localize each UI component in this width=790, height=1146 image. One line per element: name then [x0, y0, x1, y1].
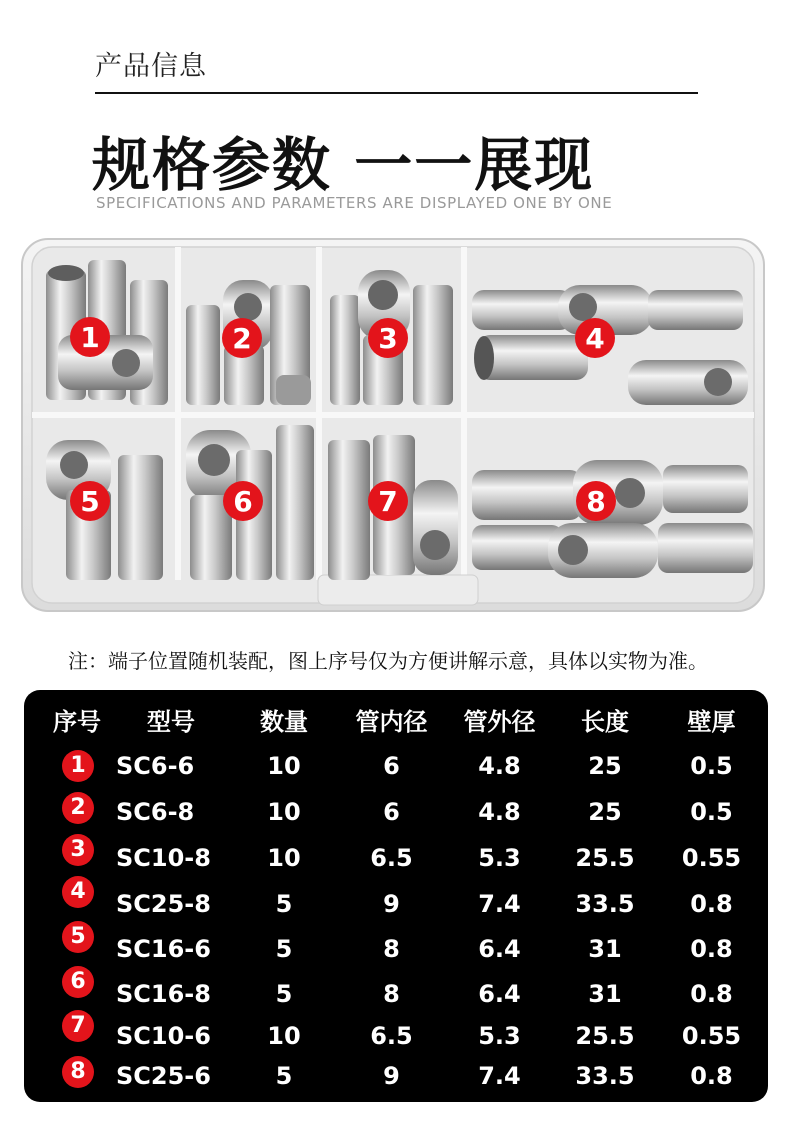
spec-panel [24, 690, 768, 1102]
qty-cell: 5 [275, 935, 293, 963]
wall-cell: 0.5 [690, 798, 733, 826]
model-cell: SC6-8 [116, 798, 195, 826]
model-cell: SC6-6 [116, 752, 195, 780]
outer-cell: 7.4 [478, 1062, 521, 1090]
row-badge: 3 [62, 834, 94, 866]
outer-cell: 4.8 [478, 752, 521, 780]
svg-text:4: 4 [585, 322, 605, 355]
photo-badge-5 [70, 481, 110, 521]
qty-cell: 5 [275, 890, 293, 918]
qty-cell: 10 [267, 844, 301, 872]
wall-cell: 0.8 [690, 890, 733, 918]
svg-text:6: 6 [233, 485, 253, 518]
row-badge: 2 [62, 792, 94, 824]
length-cell: 33.5 [575, 1062, 635, 1090]
model-cell: SC16-8 [116, 980, 211, 1008]
photo-badge-2 [222, 318, 262, 358]
header-outer: 管外径 [463, 708, 536, 736]
length-cell: 31 [588, 980, 622, 1008]
length-cell: 31 [588, 935, 622, 963]
photo-badge-4 [575, 318, 615, 358]
row-badge: 4 [62, 876, 94, 908]
table-row [24, 836, 768, 880]
qty-cell: 5 [275, 980, 293, 1008]
svg-text:8: 8 [586, 485, 606, 518]
header-length: 长度 [581, 708, 629, 736]
length-cell: 25.5 [575, 844, 635, 872]
assembly-note: 注：端子位置随机装配，图上序号仅为方便讲解示意，具体以实物为准。 [68, 649, 708, 673]
length-cell: 25 [588, 752, 622, 780]
outer-cell: 5.3 [478, 1022, 521, 1050]
svg-text:5: 5 [80, 485, 100, 518]
inner-cell: 8 [383, 935, 400, 963]
table-row [24, 969, 768, 1016]
wall-cell: 0.8 [690, 935, 733, 963]
outer-cell: 7.4 [478, 890, 521, 918]
row-badge: 5 [62, 921, 94, 953]
svg-text:1: 1 [80, 321, 100, 354]
photo-badge-8 [576, 481, 616, 521]
inner-cell: 6.5 [370, 844, 413, 872]
photo-badge-1 [70, 317, 110, 357]
model-cell: SC25-6 [116, 1062, 211, 1090]
wall-cell: 0.5 [690, 752, 733, 780]
inner-cell: 8 [383, 980, 400, 1008]
row-badge: 6 [62, 966, 94, 998]
row-badge: 7 [62, 1010, 94, 1042]
model-cell: SC16-6 [116, 935, 211, 963]
table-row [24, 1014, 768, 1058]
product-photo [18, 225, 773, 615]
inner-cell: 9 [383, 890, 400, 918]
length-cell: 25 [588, 798, 622, 826]
header-inner: 管内径 [355, 708, 428, 736]
qty-cell: 10 [267, 798, 301, 826]
section-label: 产品信息 [95, 51, 207, 82]
model-cell: SC10-6 [116, 1022, 211, 1050]
qty-cell: 10 [267, 752, 301, 780]
model-cell: SC25-8 [116, 890, 211, 918]
header-wall: 壁厚 [687, 708, 736, 736]
wall-cell: 0.8 [690, 980, 733, 1008]
outer-cell: 6.4 [478, 980, 521, 1008]
inner-cell: 6 [383, 798, 400, 826]
inner-cell: 6.5 [370, 1022, 413, 1050]
qty-cell: 10 [267, 1022, 301, 1050]
outer-cell: 6.4 [478, 935, 521, 963]
table-row [24, 744, 768, 788]
outer-cell: 5.3 [478, 844, 521, 872]
wall-cell: 0.8 [690, 1062, 733, 1090]
header-no: 序号 [53, 708, 101, 736]
qty-cell: 5 [275, 1062, 293, 1090]
row-badge: 8 [62, 1056, 94, 1088]
page-title: 规格参数 一一展现 [92, 131, 595, 199]
svg-text:7: 7 [378, 485, 398, 518]
wall-cell: 0.55 [681, 1022, 742, 1050]
table-row [24, 1054, 768, 1098]
length-cell: 33.5 [575, 890, 635, 918]
model-cell: SC10-8 [116, 844, 211, 872]
header-model: 型号 [147, 708, 195, 736]
inner-cell: 9 [383, 1062, 400, 1090]
length-cell: 25.5 [575, 1022, 635, 1050]
row-badge: 1 [62, 750, 94, 782]
table-row [24, 879, 768, 926]
photo-badge-6 [223, 481, 263, 521]
spec-header-row [24, 700, 768, 744]
section-divider [95, 92, 698, 94]
table-row [24, 790, 768, 834]
svg-text:2: 2 [232, 322, 252, 355]
wall-cell: 0.55 [681, 844, 742, 872]
photo-badge-7 [368, 481, 408, 521]
header-qty: 数量 [260, 708, 308, 736]
svg-text:3: 3 [378, 322, 398, 355]
outer-cell: 4.8 [478, 798, 521, 826]
page-subtitle: SPECIFICATIONS AND PARAMETERS ARE DISPLAYED ONE BY ONE [96, 194, 613, 212]
inner-cell: 6 [383, 752, 400, 780]
table-row [24, 924, 768, 971]
photo-badge-3 [368, 318, 408, 358]
